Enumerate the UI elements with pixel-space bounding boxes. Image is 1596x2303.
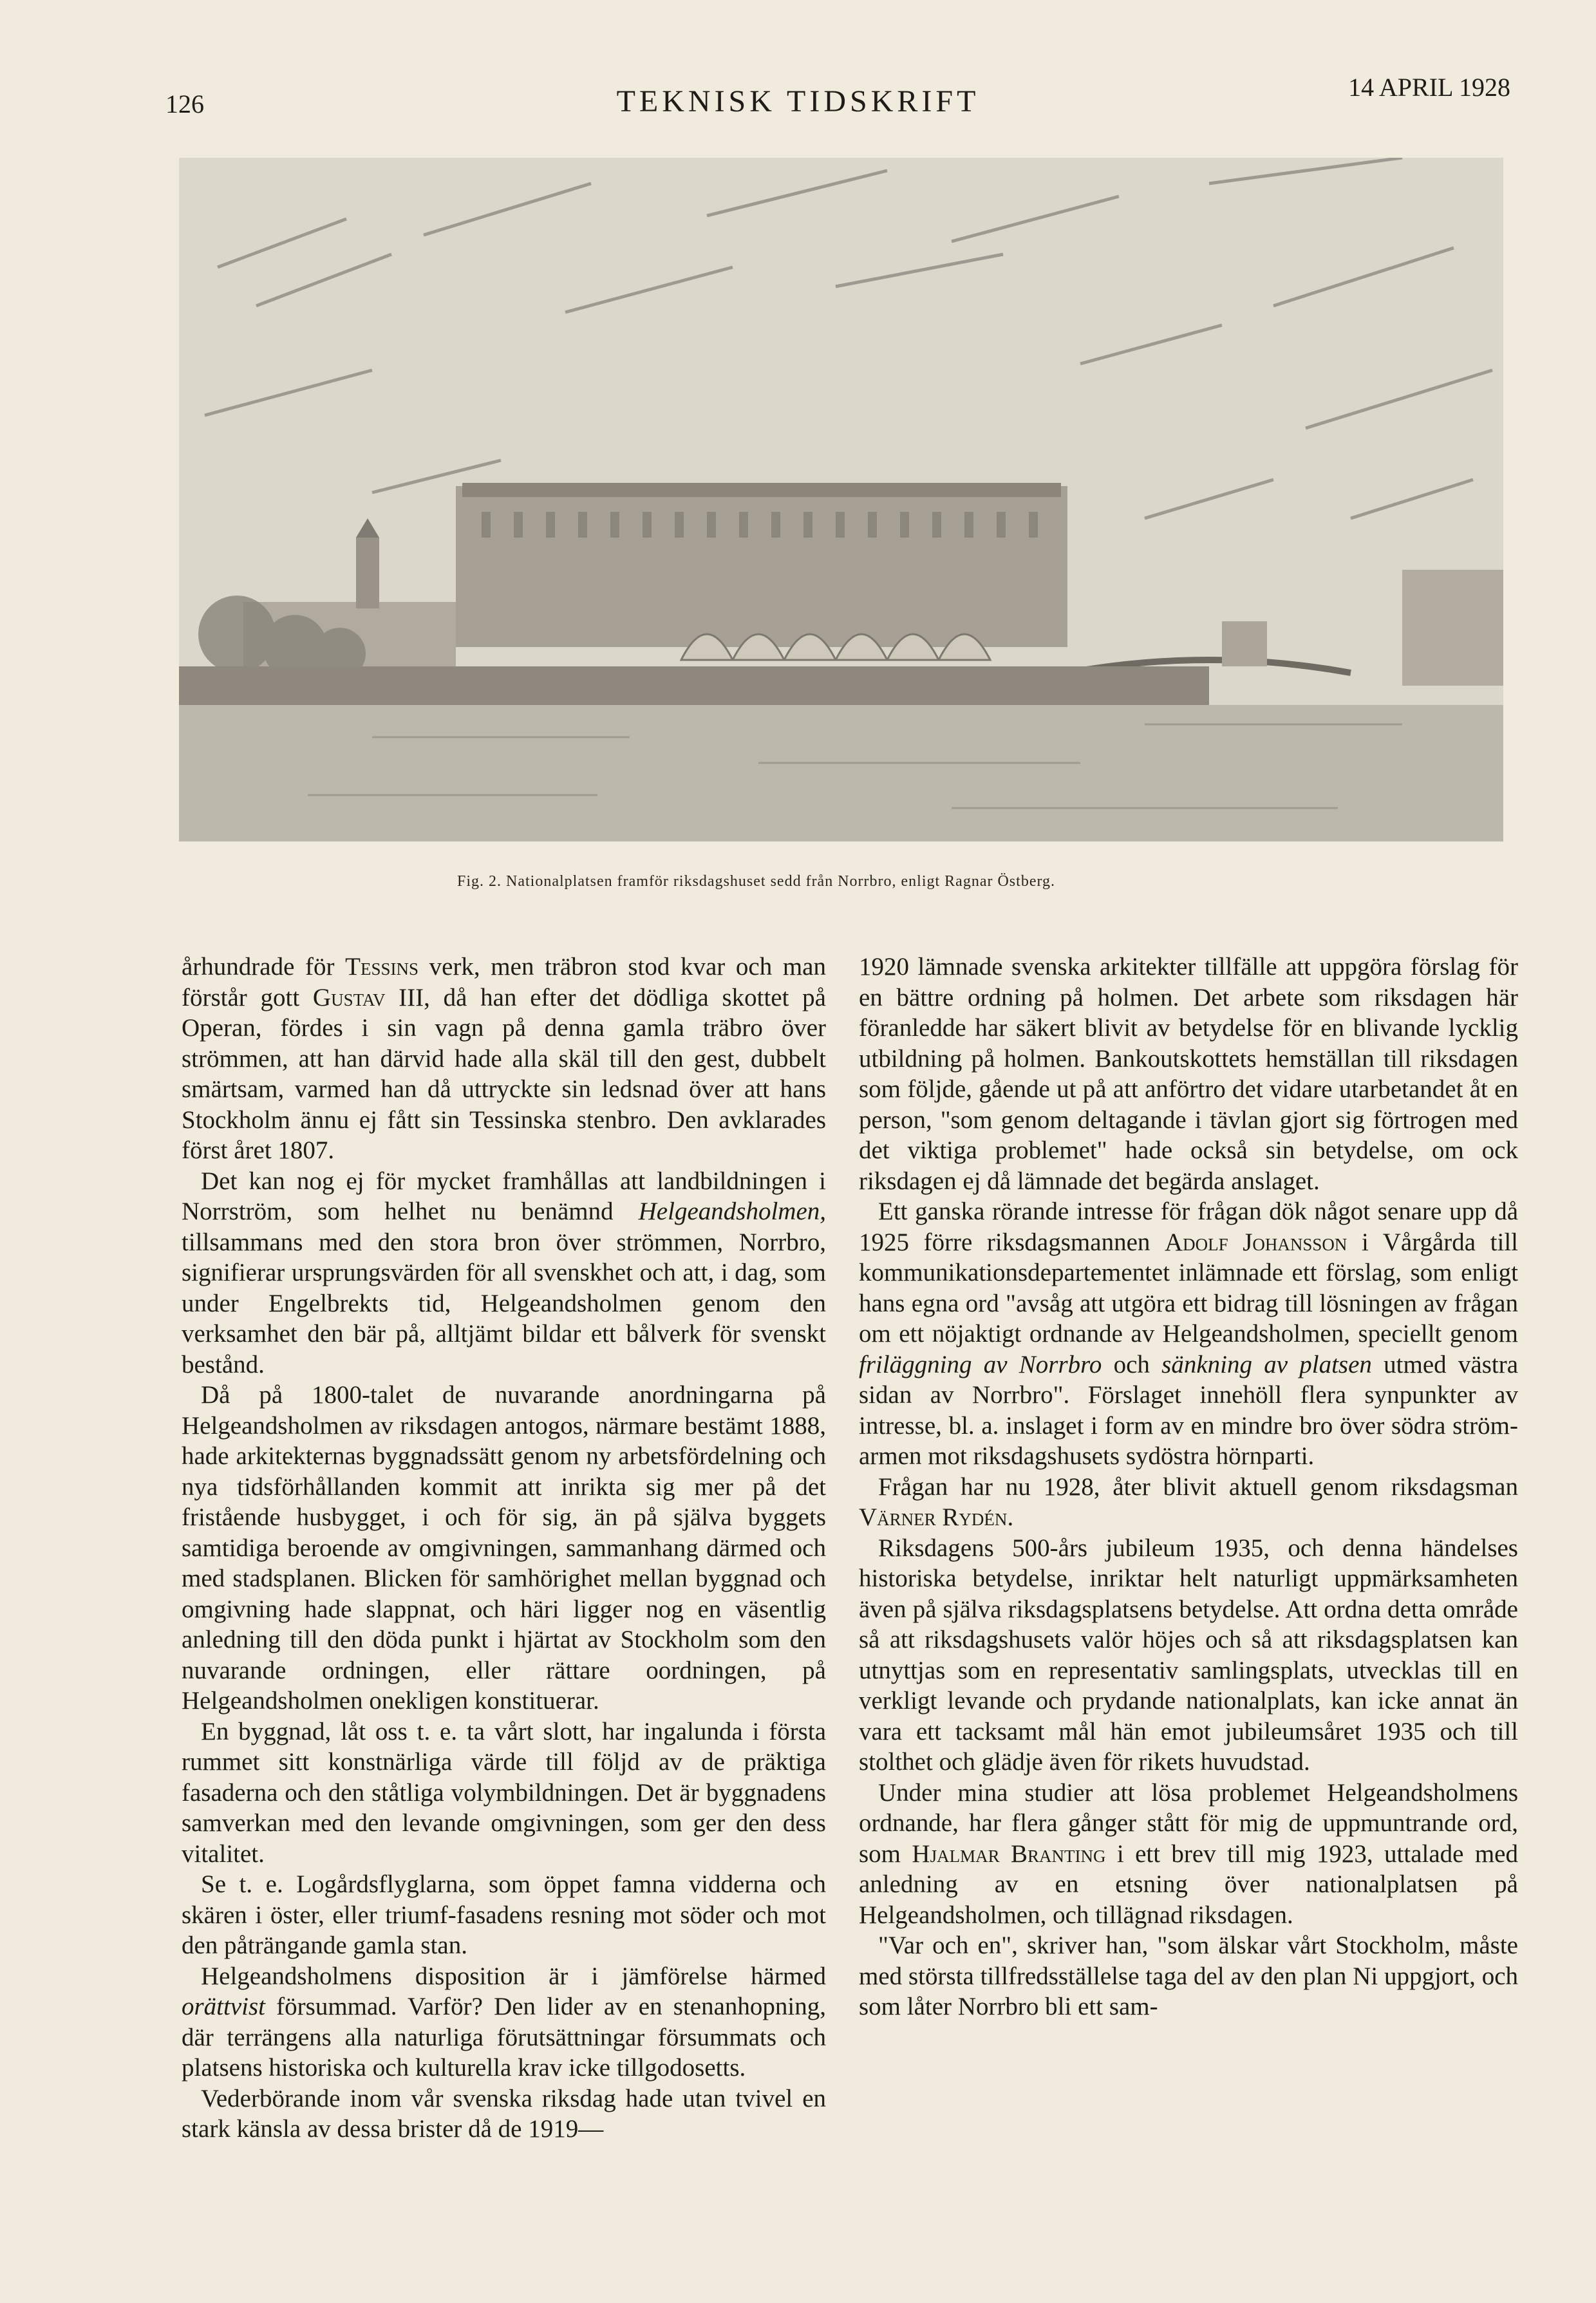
paragraph: "Var och en", skriver han, "som älskar vårt Stockholm, måste med största tillfredsställelse taga del av den plan Ni uppgjort, och som låter Norrbro bli ett sam- — [859, 1932, 1518, 2020]
issue-date: 14 APRIL 1928 — [1348, 73, 1510, 102]
paragraph: Frågan har nu 1928, åter blivit aktuell genom riksdagsman Värner Rydén. — [859, 1472, 1518, 1531]
paragraph: Under mina studier att lösa problemet Helgeandsholmens ordnande, har flera gånger stått för mig de uppmuntrande ord, som Hjalmar Branting i ett brev till mig 1923, uttalade med anledning av en etsning över nationalplatsen på Helgeandsholmen, och tillägnad riksdagen. — [859, 1778, 1518, 1929]
page-number: 126 — [165, 89, 204, 118]
left-column — [182, 952, 826, 2145]
paragraph: Ett ganska rörande intresse för frågan dök något senare upp då 1925 förre riksdagsmannen Adolf Johansson i Vårgårda till kommunikationsdepartementet inlämnade ett förslag, som enligt hans egna ord "avsåg att utgöra ett bidrag till lösningen av frågan om ett nöjaktigt ordnande av Helgeandsholmen, speciellt genom friläggning av Norrbro och sänkning av platsen utmed västra sidan av Norrbro". Förslaget innehöll flera synpunkter av intresse, bl. a. inslaget i form av en mindre bro över södra ström-armen mot riksdagshusets sydöstra hörnparti. — [859, 1198, 1519, 1470]
paragraph: Se t. e. Logårdsflyglarna, som öppet famna vidderna och skären i öster, eller triumf-fasadens resning mot söder och mot den påträngande gamla stan. — [182, 1870, 826, 1959]
paragraph: Riksdagens 500-års jubileum 1935, och denna händelses historiska betydelse, inriktar helt naturligt uppmärksamheten även på själva riksdagsplatsens betydelse. Att ordna detta område så att riksdagshusets valör höjes och så att riksdagsplatsen kan utnyttjas som en representativ samlingsplats, utvecklas till en verkligt levande och prydande nationalplats, kan icke annat än vara ett tacksamt mål hän emot jubileumsåret 1935 och till stolthet och glädje även för rikets huvudstad. — [859, 1534, 1518, 1776]
right-column — [859, 952, 1518, 2022]
paragraph: 1920 lämnade svenska arkitekter tillfälle att uppgöra förslag för en bättre ordning på holmen. Det arbete som riksdagen här föranledde har säkert blivit av betydelse för en blivande lycklig utbildning på holmen. Bankoutskottets hemställan till riksdagen som följde, gående ut på att anförtro det vidare utarbetandet åt en person, "som genom deltagande i tävlan gjort sig förtrogen med det viktiga problemet" hade också sin betydelse, om ock riksdagen ej då lämnade det begärda anslaget. — [859, 953, 1518, 1195]
etching-illustration — [179, 158, 1503, 841]
journal-title: TEKNISK TIDSKRIFT — [616, 84, 980, 118]
paragraph: Vederbörande inom vår svenska riksdag hade utan tvivel en stark känsla av dessa brister då de 1919— — [182, 2084, 826, 2143]
figure-caption: Fig. 2. Nationalplatsen framför riksdagshuset sedd från Norrbro, enligt Ragnar Östberg. — [457, 873, 1056, 890]
paragraph: århundrade för Tessins verk, men träbron stod kvar och man förstår gott Gustav III, då han efter det dödliga skottet på Operan, fördes i sin vagn på denna gamla träbro över strömmen, att han därvid hade alla skäl till den gest, dubbelt smärtsam, varmed han då uttryckte sin ledsnad över att hans Stockholm ännu ej fått sin Tessinska stenbro. Den avklarades först året 1807. — [182, 953, 826, 1164]
paragraph: En byggnad, låt oss t. e. ta vårt slott, har ingalunda i första rummet sitt konstnärliga värde till följd av de präktiga fasaderna och den ståtliga volymbildningen. Det är byggnadens samverkan med den levande omgivningen, som ger den dess vitalitet. — [182, 1717, 826, 1868]
paragraph: Det kan nog ej för mycket framhållas att landbildningen i Norrström, som helhet nu benämnd Helgeandsholmen, tillsammans med den stora bron över strömmen, Norrbro, signifierar ursprungsvärden för all svenskhet och att, i dag, som under Engelbrekts tid, Helgeandsholmen genom den verksamhet den bär på, alltjämt bildar ett bålverk för svenskt bestånd. — [182, 1167, 826, 1378]
figure-riksdagshuset-drawing — [179, 158, 1503, 841]
paragraph: Då på 1800-talet de nuvarande anordningarna på Helgeandsholmen av riksdagen antogos, närmare bestämt 1888, hade arkitekternas byggnadssätt genom ny arbetsfördelning och nya tidsförhållanden kommit att inrikta sig mer på det fristående husbygget, i och för sig, än på själva byggets samtidiga beroende av omgivningen, sammanhang därmed och med stadsplanen. Blicken för samhörighet mellan byggnad och omgivning hade slappnat, och häri ligger nog en väsentlig anledning till den döda punkt i hjärtat av Stockholm som den nuvarande ordningen, eller rättare oordningen, på Helgeandsholmen onekligen konstituerar. — [182, 1381, 826, 1715]
paragraph: Helgeandsholmens disposition är i jämförelse härmed orättvist försummad. Varför? Den lider av en stenanhopning, där terrängens alla naturliga förutsättningar försummats och platsens historiska och kulturella krav icke tillgodosetts. — [182, 1962, 826, 2082]
